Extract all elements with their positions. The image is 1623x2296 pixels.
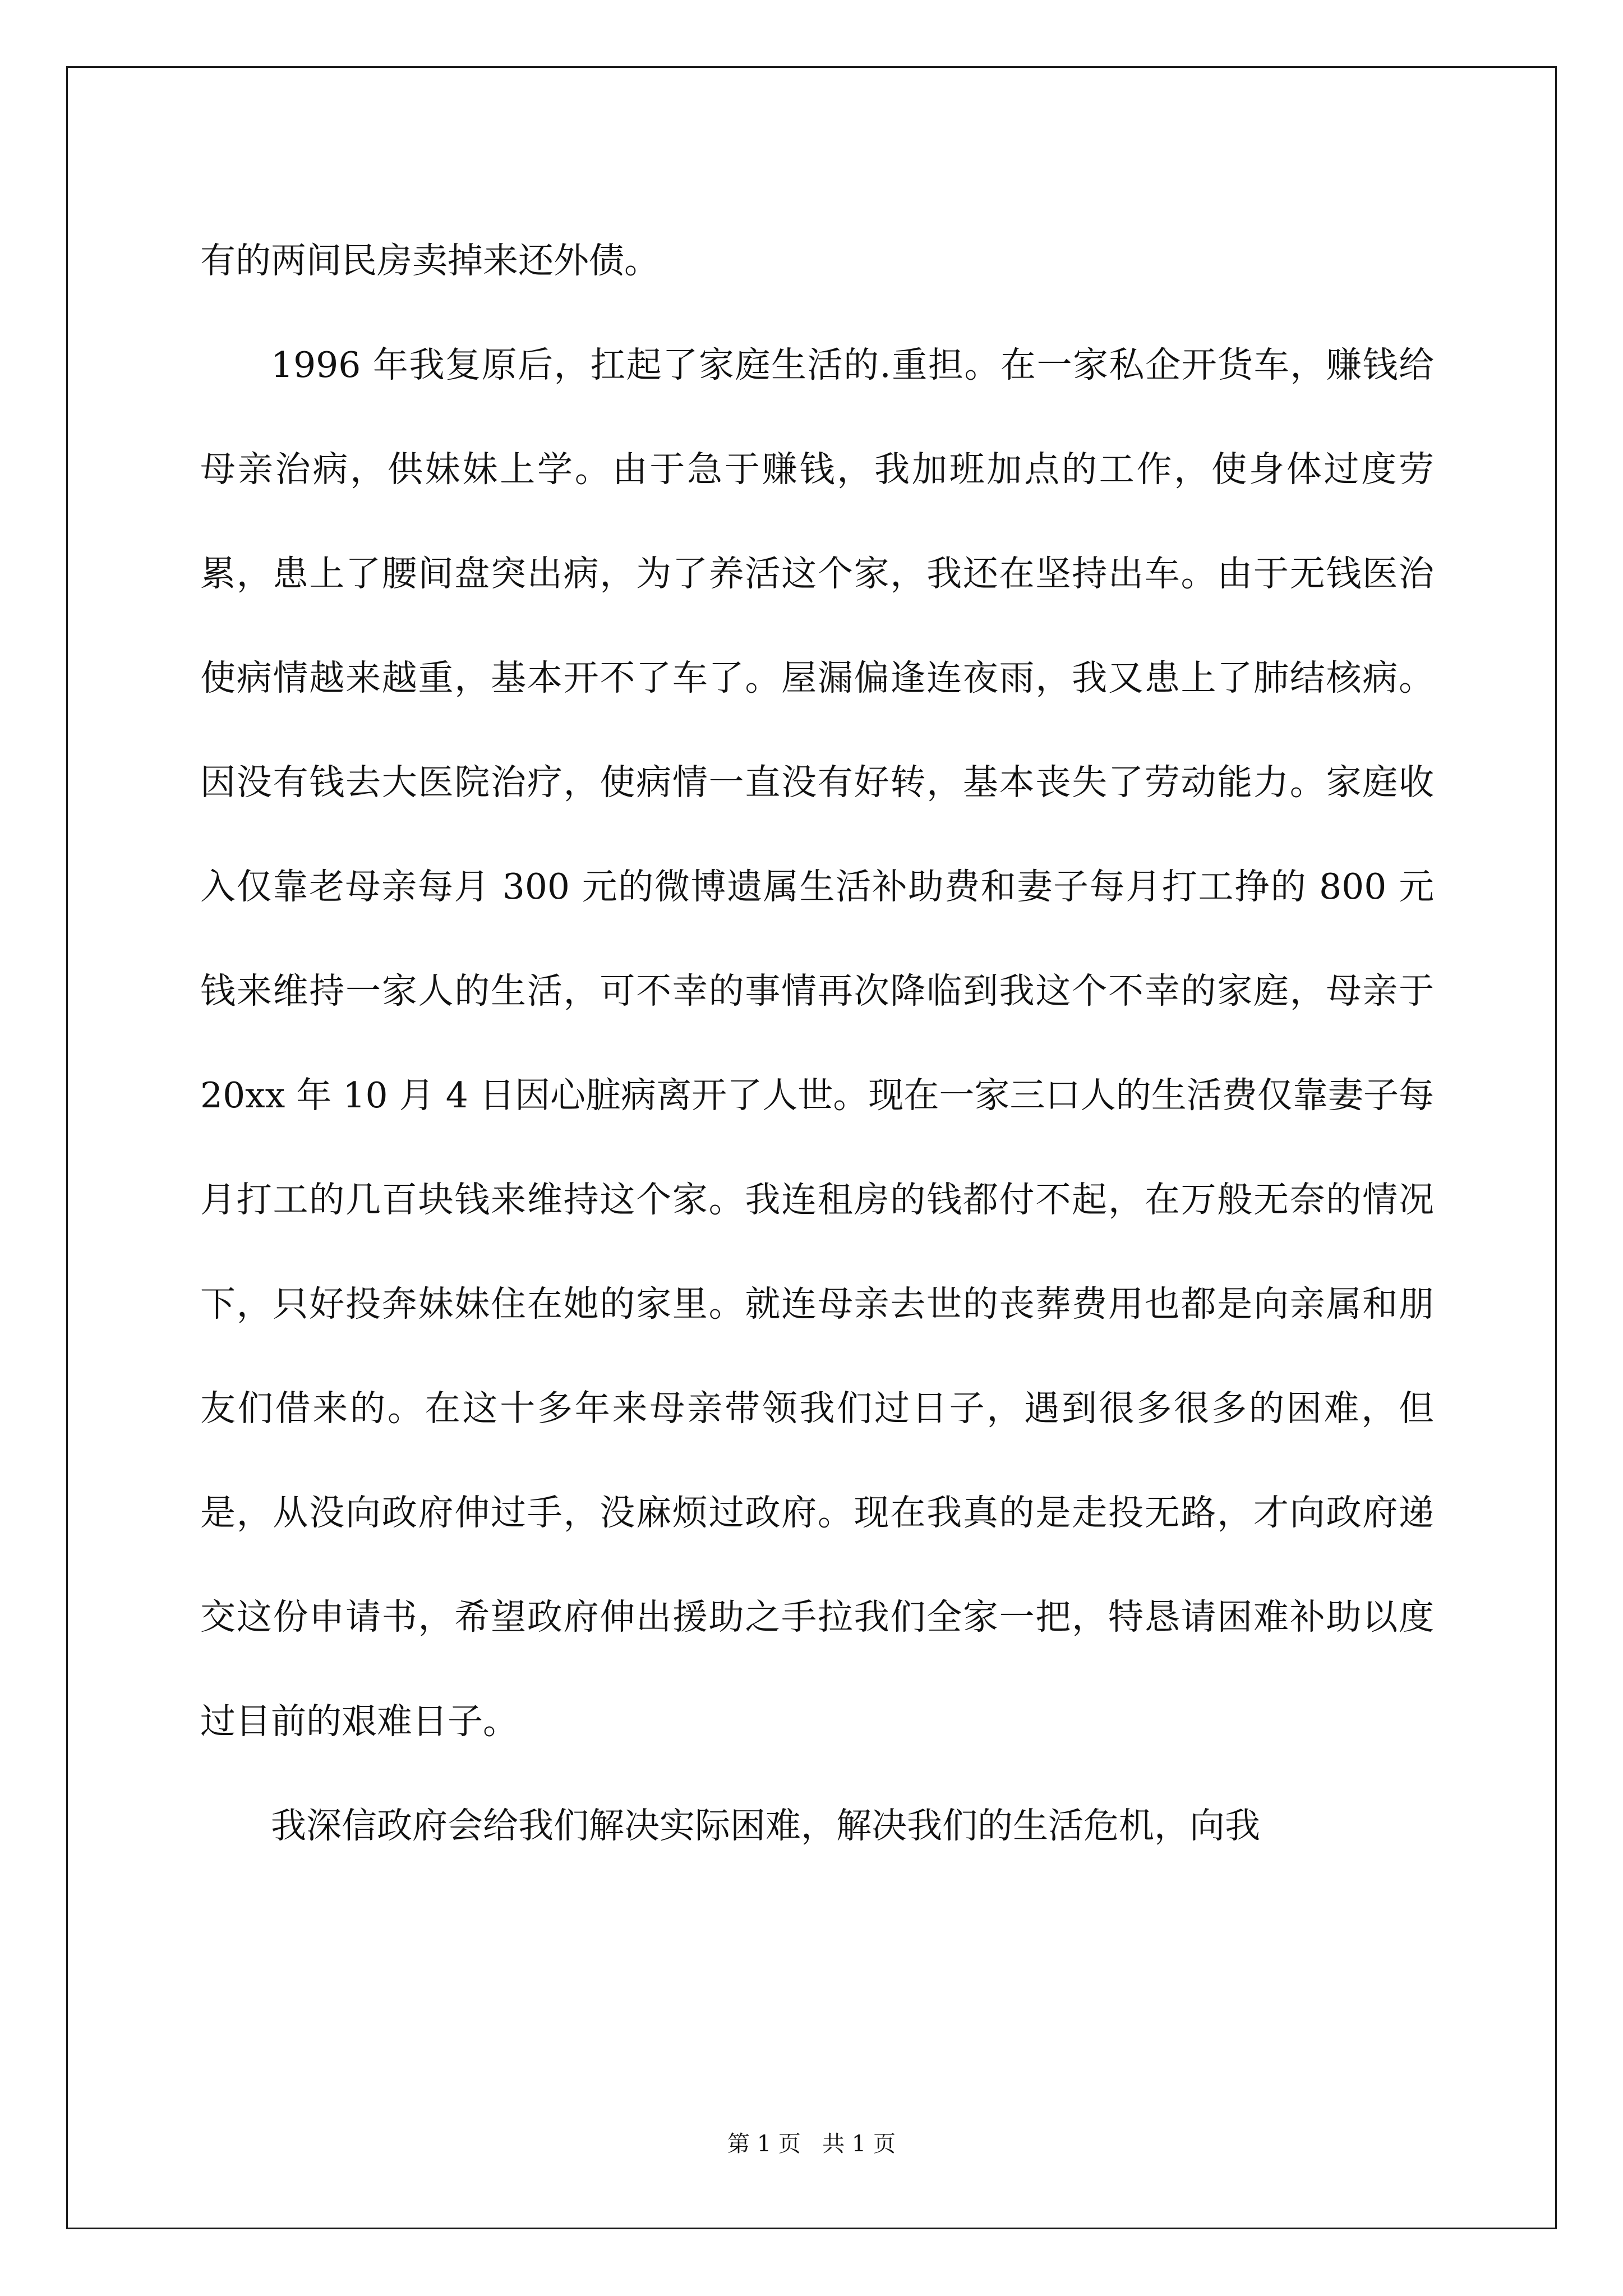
paragraph-2: 1996 年我复原后，扛起了家庭生活的.重担。在一家私企开货车，赚钱给母亲治病，供妹妹上学。由于急于赚钱，我加班加点的工作，使身体过度劳累，患上了腰间盘突出病，为了养活这个家，我还在坚持出车。由于无钱医治使病情越来越重，基本开不了车了。屋漏偏逢连夜雨，我又患上了肺结核病。因没有钱去大医院治疗，使病情一直没有好转，基本丧失了劳动能力。家庭收入仅靠老母亲每月 300 元的微博遗属生活补助费和妻子每月打工挣的 800 元钱来维持一家人的生活，可不幸的事情再次降临到我这个不幸的家庭，母亲于 20xx 年 10 月 4 日因心脏病离开了人世。现在一家三口人的生活费仅靠妻子每月打工的几百块钱来维持这个家。我连租房的钱都付不起，在万般无奈的情况下，只好投奔妹妹住在她的家里。就连母亲去世的丧葬费用也都是向亲属和朋友们借来的。在这十多年来母亲带领我们过日子，遇到很多很多的困难，但是，从没向政府伸过手，没麻烦过政府。现在我真的是走投无路，才向政府递交这份申请书，希望政府伸出援助之手拉我们全家一把，特恳请困难补助以度过目前的艰难日子。 [200,344,1434,1742]
page-footer: 第 1 页 共 1 页 [727,2131,896,2157]
paragraph-3: 我深信政府会给我们解决实际困难，解决我们的生活危机，向我 [271,1805,1260,1846]
paragraph-1: 有的两间民房卖掉来还外债。 [200,240,660,281]
document-body [200,209,1434,1878]
